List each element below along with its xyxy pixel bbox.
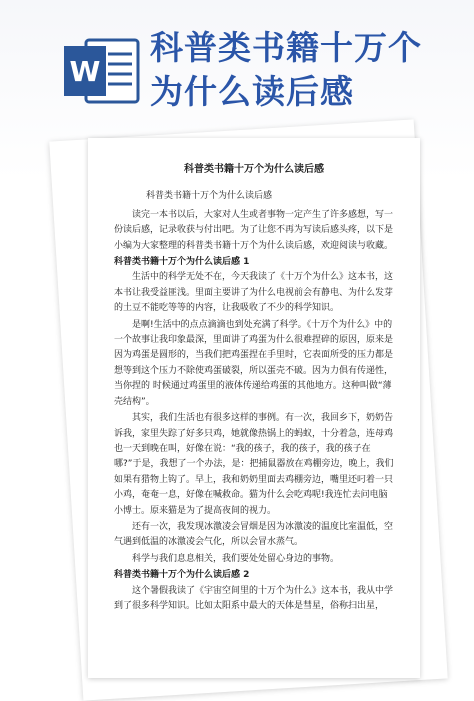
document-subtitle: 科普类书籍十万个为什么读后感 (146, 191, 273, 202)
hero-title-line-2: 为什么读后感 (150, 72, 354, 111)
word-icon-letter: W (69, 55, 101, 88)
paragraph: 科学与我们息息相关，我们要处处留心身边的事物。 (132, 553, 340, 564)
paragraph: 是啊!生活中的点点滴滴也到处充满了科学。《十万个为什么》中的一个故事让我印象最深，里面讲了鸡蛋为什么很难捏碎的原因，原来是因为鸡蛋是圆形的，当我们把鸡蛋捏在手里时，它表面所受的压力都是想等到这个压力不除使鸡蛋破裂，所以蛋壳不破。因为力俱有传递性，当你捏的 时候通过鸡蛋里的液体传递给鸡蛋的其他地方。这种叫做“薄壳结构”。 (114, 319, 394, 407)
paragraph: 这个暑假我读了《宇宙空间里的十万个为什么》这本书，我从中学到了很多科学知识。比如太阳系中最大的天体是彗星，俗称扫出星， (114, 585, 394, 611)
intro-paragraph: 读完一本书以后，大家对人生或者事物一定产生了许多感想，写一份读后感，记录收获与付出吧。为了让您不再为写读后感头疼，以下是小编为大家整理的科普类书籍十万个为什么读后感，欢迎阅读与收藏。 (114, 209, 394, 251)
document-title: 科普类书籍十万个为什么读后感 (184, 164, 324, 175)
paragraph: 还有一次，我发现冰激凌会冒烟是因为冰激凌的温度比室温低，空气遇到低温的冰激凌会气化，所以会冒水蒸气。 (114, 521, 394, 548)
word-document-icon (62, 36, 142, 106)
paragraph: 其实，我们生活也有很多这样的事例。有一次，我回乡下，奶奶告诉我，家里失踪了好多只鸡，她就像热锅上的蚂蚁，十分着急，连母鸡也一天到晚在叫，好像在说：“我的孩子，我的孩子，我的孩子在哪?”于是，我想了一个办法，是：把捕鼠器放在鸡棚旁边，晚上，我们如果有猎物上钩了。早上，我和奶奶里面去鸡棚旁边，嘴里还叼着一只小鸡，奄奄一息，好像在喊救命。猫为什么会吃鸡呢!我连忙去问电脑小博士。原来猫是为了提高夜间的视力。 (114, 413, 394, 516)
hero-title-line-1: 科普类书籍十万个 (150, 28, 422, 67)
section-heading-1: 科普类书籍十万个为什么读后感 1 (114, 257, 250, 268)
section-heading-2: 科普类书籍十万个为什么读后感 2 (114, 570, 250, 581)
paragraph: 生活中的科学无处不在，今天我读了《十万个为什么》这本书，这本书让我受益匪浅。里面主要讲了为什么电视前会有静电、为什么发芽的土豆不能吃等等的内容，让我吸收了不少的科学知识。 (114, 272, 394, 314)
hero-title (150, 26, 470, 114)
document-page (88, 138, 420, 678)
